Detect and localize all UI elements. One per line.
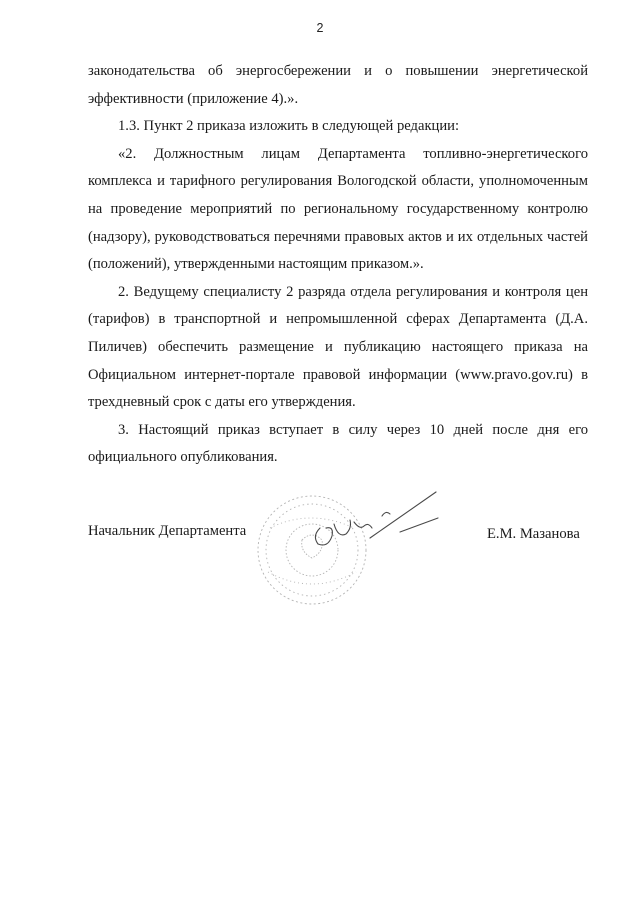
official-stamp-and-signature [250, 488, 440, 628]
paragraph-item-1-3: 1.3. Пункт 2 приказа изложить в следующей редакции: [118, 118, 460, 135]
paragraph-continuation: законодательства об энергосбережении и о повышении энергетической эффективности (приложение 4).». [88, 63, 588, 107]
handwritten-signature-icon [315, 492, 438, 545]
paragraph-item-2: 2. Ведущему специалисту 2 разряда отдела регулирования и контроля цен (тарифов) в транспортной и непромышленной сферах Департамента (Д.А. Пиличев) обеспечить размещение и публикацию настоящего приказа на Официальном интернет-портале правовой информации (www.pravo.gov.ru) в трехдневный срок с даты его утверждения. [88, 283, 588, 411]
round-stamp-icon [258, 496, 366, 604]
page-number: 2 [316, 21, 324, 35]
paragraph-item-3: 3. Настоящий приказ вступает в силу через 10 дней после дня его официального опубликования. [88, 421, 588, 466]
signatory-position: Начальник Департамента [88, 523, 247, 539]
document-body [88, 58, 588, 472]
paragraph-quoted-item-2: «2. Должностным лицам Департамента топливно-энергетического комплекса и тарифного регулирования Вологодской области, уполномоченным на проведение мероприятий по региональному государственному контролю (надзору), руководствоваться перечнями правовых актов и их отдельных частей (положений), утвержденными настоящим приказом.». [88, 145, 588, 273]
signatory-name: Е.М. Мазанова [487, 526, 580, 542]
